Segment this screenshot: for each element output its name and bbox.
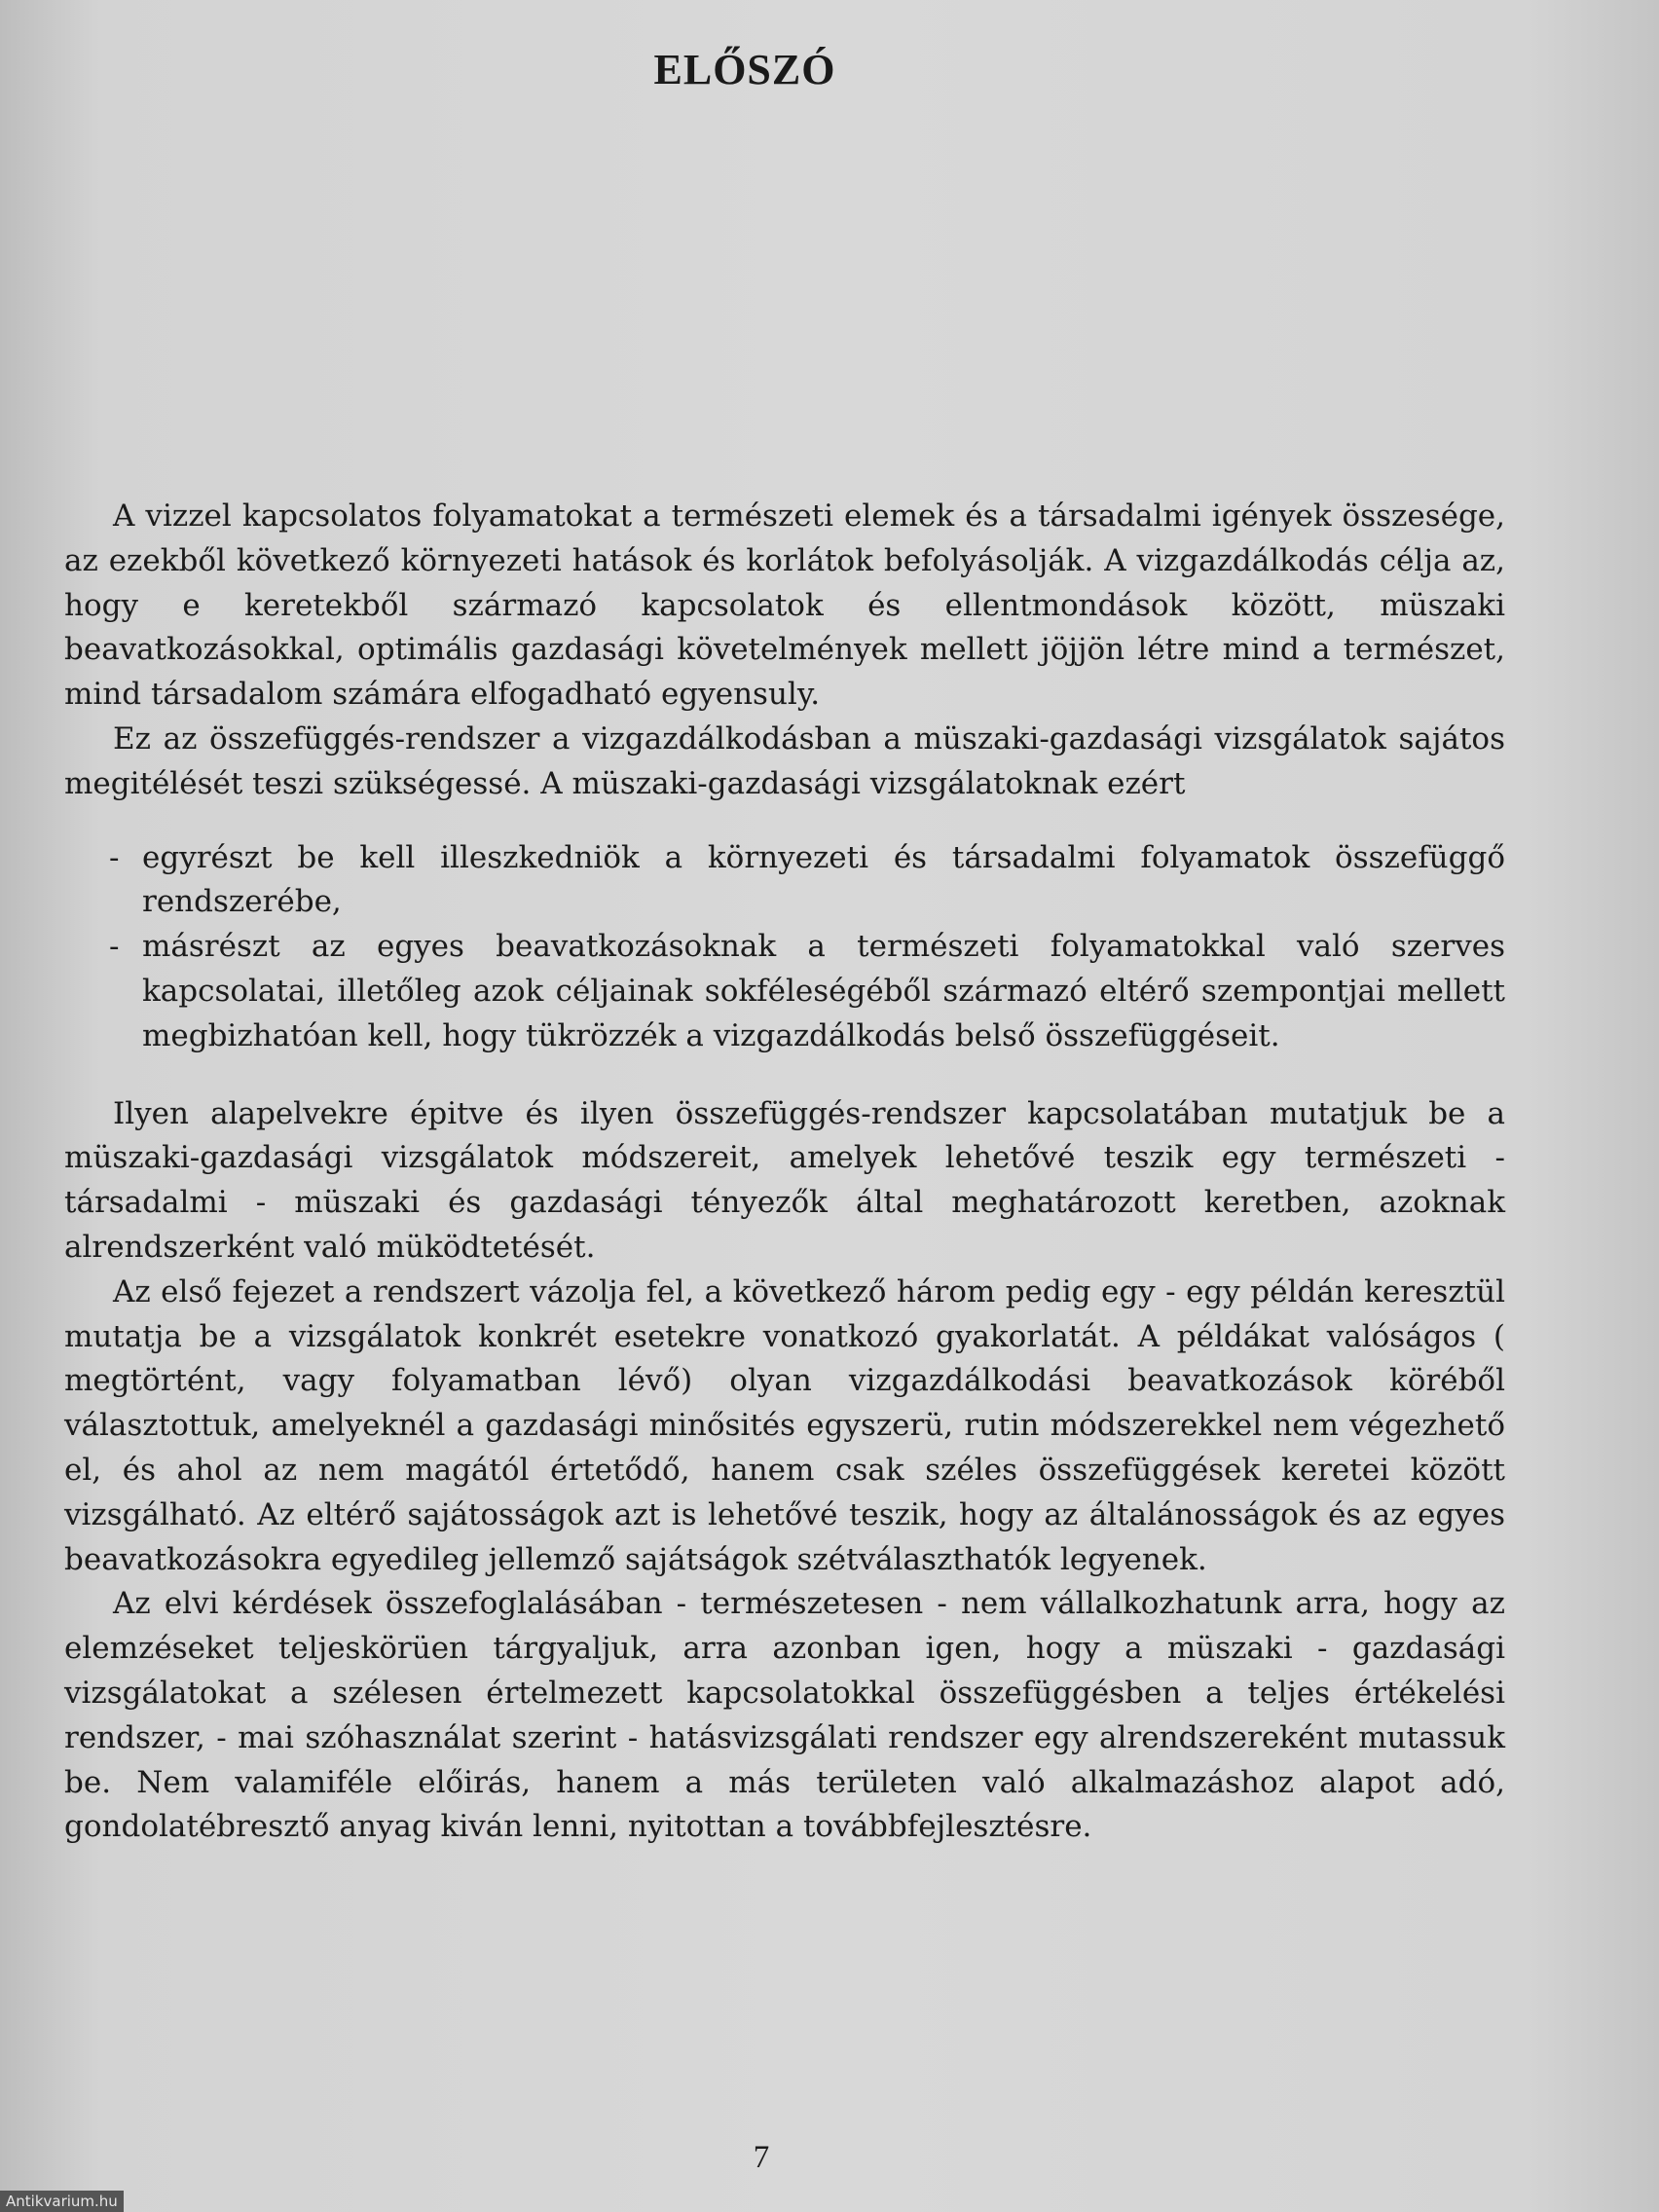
bullet-list (64, 836, 1505, 1059)
paragraph-1: A vizzel kapcsolatos folyamatokat a természeti elemek és a társadalmi igények összesége, az ezekből következő környezeti hatások és korlátok befolyásolják. A vizgazdálkodás célja az, hogy e keretekből származó kapcsolatok és ellentmondások között, müszaki beavatkozásokkal, optimális gazdasági követelmények mellett jöjjön létre mind a természet, mind társadalom számára elfogadható egyensuly. (64, 498, 1505, 713)
watermark: Antikvarium.hu (0, 2191, 124, 2212)
page-title: ELŐSZÓ (653, 46, 836, 93)
bullet-text-1: egyrészt be kell illeszkedniök a környezeti és társadalmi folyamatok összefüggő rendszerébe, (142, 839, 1505, 920)
paragraph-5: Az elvi kérdések összefoglalásában - természetesen - nem vállalkozhatunk arra, hogy az elemzéseket teljeskörüen tárgyaljuk, arra azonban igen, hogy a müszaki - gazdasági vizsgálatokat a szélesen értelmezett kapcsolatokkal összefüggésben a teljes értékelési rendszer, - mai szóhasználat szerint - hatásvizsgálati rendszer egy alrendszereként mutassuk be. Nem valamiféle előirás, hanem a más területen való alkalmazáshoz alapot adó, gondolatébresztő anyag kiván lenni, nyitottan a továbbfejlesztésre. (64, 1586, 1505, 1845)
bullet-dash: - (109, 839, 120, 875)
paragraph-4: Az első fejezet a rendszert vázolja fel, a következő három pedig egy - egy példán keresztül mutatja be a vizsgálatok konkrét esetekre vonatkozó gyakorlatát. A példákat valóságos ( megtörtént, vagy folyamatban lévő) olyan vizgazdálkodási beavatkozások köréből választottuk, amelyeknél a gazdasági minősités egyszerü, rutin módszerekkel nem végezhető el, és ahol az nem magától értetődő, hanem csak széles összefüggések keretei között vizsgálható. Az eltérő sajátosságok azt is lehetővé teszik, hogy az általánosságok és az egyes beavatkozásokra egyedileg jellemző sajátságok szétválaszthatók legyenek. (64, 1273, 1505, 1577)
paragraph-2: Ez az összefüggés-rendszer a vizgazdálkodásban a müszaki-gazdasági vizsgálatok sajátos megitélését teszi szükségessé. A müszaki-gazdasági vizsgálatoknak ezért (64, 720, 1505, 801)
bullet-text-2: másrészt az egyes beavatkozásoknak a természeti folyamatokkal való szerves kapcsolatai, illetőleg azok céljainak sokféleségéből származó eltérő szempontjai mellett megbizhatóan kell, hogy tükrözzék a vizgazdálkodás belső összefüggéseit. (142, 929, 1505, 1053)
bullet-dash: - (109, 929, 120, 965)
paragraph-3: Ilyen alapelvekre épitve és ilyen összefüggés-rendszer kapcsolatában mutatjuk be a müszaki-gazdasági vizsgálatok módszereit, amelyek lehetővé teszik egy természeti - társadalmi - müszaki és gazdasági tényezők által meghatározott keretben, azoknak alrendszerként való müködtetését. (64, 1095, 1505, 1265)
body-text (64, 495, 1505, 1850)
bullet-item-1 (64, 836, 1505, 926)
page-number: 7 (753, 2140, 770, 2175)
bullet-item-2 (64, 925, 1505, 1058)
